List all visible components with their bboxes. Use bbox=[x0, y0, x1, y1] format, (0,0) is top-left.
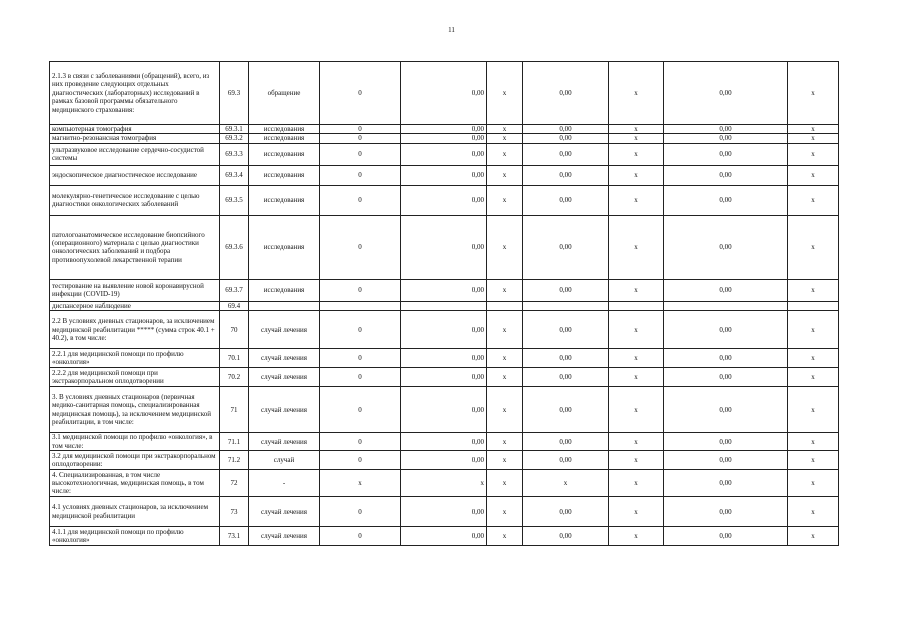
value-cell-6: 0,00 bbox=[664, 387, 788, 433]
table-row bbox=[50, 215, 839, 279]
row-name-cell: 4.1.1 для медицинской помощи по профилю «онкология» bbox=[50, 527, 220, 546]
value-cell-1: 0 bbox=[320, 349, 401, 368]
value-cell-2: 0,00 bbox=[401, 433, 487, 451]
value-cell-6: 0,00 bbox=[664, 165, 788, 185]
value-cell-3: х bbox=[487, 62, 523, 125]
value-cell-3: х bbox=[487, 311, 523, 349]
value-cell-7: х bbox=[788, 125, 839, 134]
value-cell-2: 0,00 bbox=[401, 387, 487, 433]
value-cell-4: 0,00 bbox=[523, 215, 609, 279]
value-cell-3: х bbox=[487, 497, 523, 527]
value-cell-3: х bbox=[487, 125, 523, 134]
table-row bbox=[50, 185, 839, 215]
value-cell-7: х bbox=[788, 62, 839, 125]
value-cell-1: 0 bbox=[320, 215, 401, 279]
value-cell-6: 0,00 bbox=[664, 62, 788, 125]
value-cell-5: х bbox=[609, 165, 664, 185]
table-row bbox=[50, 433, 839, 451]
table-row bbox=[50, 134, 839, 143]
value-cell-7: х bbox=[788, 215, 839, 279]
value-cell-7: х bbox=[788, 311, 839, 349]
row-name-cell: 3.1 медицинской помощи по профилю «онкология», в том числе: bbox=[50, 433, 220, 451]
table-row bbox=[50, 311, 839, 349]
row-name-cell: 4. Специализированная, в том числе высокотехнологичная, медицинская помощь, в том числе: bbox=[50, 470, 220, 497]
value-cell-3: х bbox=[487, 349, 523, 368]
value-cell-1: 0 bbox=[320, 185, 401, 215]
value-cell-3: х bbox=[487, 387, 523, 433]
value-cell-4: х bbox=[523, 470, 609, 497]
table-row bbox=[50, 527, 839, 546]
value-cell-5: х bbox=[609, 215, 664, 279]
value-cell-5: х bbox=[609, 451, 664, 470]
value-cell-1: 0 bbox=[320, 368, 401, 387]
value-cell-4 bbox=[523, 301, 609, 310]
value-cell-4: 0,00 bbox=[523, 62, 609, 125]
value-cell-5: х bbox=[609, 125, 664, 134]
page-number: 11 bbox=[448, 26, 455, 34]
value-cell-3: х bbox=[487, 279, 523, 301]
value-cell-6: 0,00 bbox=[664, 368, 788, 387]
value-cell-6: 0,00 bbox=[664, 134, 788, 143]
value-cell-2: х bbox=[401, 470, 487, 497]
value-cell-2: 0,00 bbox=[401, 349, 487, 368]
row-name-cell: магнитно-резонансная томография bbox=[50, 134, 220, 143]
value-cell-7: х bbox=[788, 387, 839, 433]
row-code-cell: 69.3.4 bbox=[220, 165, 249, 185]
value-cell-7: х bbox=[788, 451, 839, 470]
value-cell-3: х bbox=[487, 527, 523, 546]
row-name-cell: диспансерное наблюдение bbox=[50, 301, 220, 310]
value-cell-6: 0,00 bbox=[664, 125, 788, 134]
value-cell-2: 0,00 bbox=[401, 368, 487, 387]
value-cell-7: х bbox=[788, 470, 839, 497]
row-name-cell: 4.1 условиях дневных стационаров, за исключением медицинской реабилитации bbox=[50, 497, 220, 527]
table-row bbox=[50, 165, 839, 185]
value-cell-2: 0,00 bbox=[401, 527, 487, 546]
value-cell-2: 0,00 bbox=[401, 134, 487, 143]
row-unit-cell: случай лечения bbox=[249, 387, 320, 433]
value-cell-2 bbox=[401, 301, 487, 310]
row-unit-cell: исследования bbox=[249, 143, 320, 165]
value-cell-4: 0,00 bbox=[523, 387, 609, 433]
value-cell-4: 0,00 bbox=[523, 311, 609, 349]
row-code-cell: 69.3.2 bbox=[220, 134, 249, 143]
value-cell-7: х bbox=[788, 349, 839, 368]
row-code-cell: 70.1 bbox=[220, 349, 249, 368]
table-row bbox=[50, 470, 839, 497]
value-cell-7: х bbox=[788, 433, 839, 451]
value-cell-2: 0,00 bbox=[401, 185, 487, 215]
value-cell-5: х bbox=[609, 497, 664, 527]
row-code-cell: 70.2 bbox=[220, 368, 249, 387]
value-cell-1: 0 bbox=[320, 134, 401, 143]
value-cell-3: х bbox=[487, 433, 523, 451]
value-cell-2: 0,00 bbox=[401, 143, 487, 165]
value-cell-5: х bbox=[609, 368, 664, 387]
value-cell-3: х bbox=[487, 165, 523, 185]
row-code-cell: 73 bbox=[220, 497, 249, 527]
table-row bbox=[50, 497, 839, 527]
value-cell-1: 0 bbox=[320, 165, 401, 185]
value-cell-5: х bbox=[609, 527, 664, 546]
value-cell-3: х bbox=[487, 134, 523, 143]
value-cell-5: х bbox=[609, 134, 664, 143]
value-cell-7: х bbox=[788, 497, 839, 527]
row-name-cell: 2.2 В условиях дневных стационаров, за исключением медицинской реабилитации ***** (сумма строк 40.1 + 40.2), в том числе: bbox=[50, 311, 220, 349]
value-cell-4: 0,00 bbox=[523, 433, 609, 451]
value-cell-7 bbox=[788, 301, 839, 310]
value-cell-4: 0,00 bbox=[523, 451, 609, 470]
value-cell-5: х bbox=[609, 185, 664, 215]
value-cell-1: 0 bbox=[320, 125, 401, 134]
value-cell-6 bbox=[664, 301, 788, 310]
value-cell-6: 0,00 bbox=[664, 527, 788, 546]
row-name-cell: компьютерная томография bbox=[50, 125, 220, 134]
row-code-cell: 71 bbox=[220, 387, 249, 433]
value-cell-1: 0 bbox=[320, 62, 401, 125]
value-cell-2: 0,00 bbox=[401, 62, 487, 125]
value-cell-7: х bbox=[788, 368, 839, 387]
value-cell-4: 0,00 bbox=[523, 349, 609, 368]
row-unit-cell: исследования bbox=[249, 165, 320, 185]
value-cell-7: х bbox=[788, 134, 839, 143]
value-cell-3: х bbox=[487, 215, 523, 279]
value-cell-5: х bbox=[609, 279, 664, 301]
value-cell-2: 0,00 bbox=[401, 165, 487, 185]
value-cell-5: х bbox=[609, 433, 664, 451]
value-cell-2: 0,00 bbox=[401, 497, 487, 527]
value-cell-4: 0,00 bbox=[523, 279, 609, 301]
value-cell-4: 0,00 bbox=[523, 497, 609, 527]
value-cell-2: 0,00 bbox=[401, 279, 487, 301]
value-cell-3: х bbox=[487, 143, 523, 165]
value-cell-7: х bbox=[788, 527, 839, 546]
row-name-cell: 2.2.1 для медицинской помощи по профилю «онкология» bbox=[50, 349, 220, 368]
row-name-cell: 3.2 для медицинской помощи при экстракорпоральном оплодотворении: bbox=[50, 451, 220, 470]
row-unit-cell: обращение bbox=[249, 62, 320, 125]
row-name-cell: эндоскопическое диагностическое исследование bbox=[50, 165, 220, 185]
value-cell-4: 0,00 bbox=[523, 165, 609, 185]
table-row bbox=[50, 125, 839, 134]
row-unit-cell: исследования bbox=[249, 125, 320, 134]
value-cell-4: 0,00 bbox=[523, 368, 609, 387]
value-cell-1: 0 bbox=[320, 387, 401, 433]
value-cell-1: х bbox=[320, 470, 401, 497]
row-code-cell: 69.3.5 bbox=[220, 185, 249, 215]
row-code-cell: 73.1 bbox=[220, 527, 249, 546]
row-name-cell: 2.1.3 в связи с заболеваниями (обращений), всего, из них проведение следующих отдельных диагностических (лабораторных) исследований в рамках базовой программы обязательного медицинского страхования: bbox=[50, 62, 220, 125]
value-cell-1: 0 bbox=[320, 311, 401, 349]
row-name-cell: ультразвуковое исследование сердечно-сосудистой системы bbox=[50, 143, 220, 165]
value-cell-6: 0,00 bbox=[664, 311, 788, 349]
value-cell-1: 0 bbox=[320, 497, 401, 527]
value-cell-2: 0,00 bbox=[401, 451, 487, 470]
row-code-cell: 69.3 bbox=[220, 62, 249, 125]
row-unit-cell: исследования bbox=[249, 185, 320, 215]
row-unit-cell: случай лечения bbox=[249, 349, 320, 368]
table-row bbox=[50, 451, 839, 470]
row-unit-cell: исследования bbox=[249, 215, 320, 279]
value-cell-5 bbox=[609, 301, 664, 310]
row-unit-cell: случай лечения bbox=[249, 497, 320, 527]
row-code-cell: 72 bbox=[220, 470, 249, 497]
row-code-cell: 71.2 bbox=[220, 451, 249, 470]
value-cell-7: х bbox=[788, 165, 839, 185]
value-cell-5: х bbox=[609, 387, 664, 433]
data-table bbox=[49, 61, 839, 546]
value-cell-6: 0,00 bbox=[664, 143, 788, 165]
value-cell-6: 0,00 bbox=[664, 279, 788, 301]
value-cell-1: 0 bbox=[320, 143, 401, 165]
table-row bbox=[50, 279, 839, 301]
value-cell-1: 0 bbox=[320, 527, 401, 546]
value-cell-6: 0,00 bbox=[664, 451, 788, 470]
value-cell-4: 0,00 bbox=[523, 527, 609, 546]
row-unit-cell bbox=[249, 301, 320, 310]
value-cell-1: 0 bbox=[320, 433, 401, 451]
table-row bbox=[50, 387, 839, 433]
value-cell-6: 0,00 bbox=[664, 215, 788, 279]
row-unit-cell: случай лечения bbox=[249, 433, 320, 451]
value-cell-1 bbox=[320, 301, 401, 310]
row-code-cell: 69.3.1 bbox=[220, 125, 249, 134]
row-name-cell: 3. В условиях дневных стационаров (первичная медико-санитарная помощь, специализированная медицинская помощь), за исключением медицинской реабилитации, в том числе: bbox=[50, 387, 220, 433]
value-cell-3: х bbox=[487, 368, 523, 387]
value-cell-1: 0 bbox=[320, 451, 401, 470]
value-cell-4: 0,00 bbox=[523, 134, 609, 143]
row-unit-cell: случай лечения bbox=[249, 311, 320, 349]
value-cell-5: х bbox=[609, 143, 664, 165]
value-cell-6: 0,00 bbox=[664, 470, 788, 497]
value-cell-4: 0,00 bbox=[523, 143, 609, 165]
row-unit-cell: - bbox=[249, 470, 320, 497]
row-code-cell: 69.3.3 bbox=[220, 143, 249, 165]
row-name-cell: тестирование на выявление новой коронавирусной инфекции (COVID-19) bbox=[50, 279, 220, 301]
row-name-cell: 2.2.2 для медицинской помощи при экстракорпоральном оплодотворении bbox=[50, 368, 220, 387]
value-cell-2: 0,00 bbox=[401, 125, 487, 134]
value-cell-5: х bbox=[609, 311, 664, 349]
table-row bbox=[50, 143, 839, 165]
value-cell-6: 0,00 bbox=[664, 433, 788, 451]
table-row bbox=[50, 349, 839, 368]
table-body bbox=[50, 62, 839, 546]
table-row bbox=[50, 301, 839, 310]
value-cell-7: х bbox=[788, 143, 839, 165]
row-code-cell: 69.3.7 bbox=[220, 279, 249, 301]
row-name-cell: патологоанатомическое исследование биопсийного (операционного) материала с целью диагностики онкологических заболеваний и подбора противоопухолевой лекарственной терапии bbox=[50, 215, 220, 279]
value-cell-1: 0 bbox=[320, 279, 401, 301]
value-cell-5: х bbox=[609, 62, 664, 125]
row-unit-cell: исследования bbox=[249, 134, 320, 143]
value-cell-6: 0,00 bbox=[664, 497, 788, 527]
row-code-cell: 69.3.6 bbox=[220, 215, 249, 279]
table-row bbox=[50, 62, 839, 125]
value-cell-7: х bbox=[788, 279, 839, 301]
row-code-cell: 70 bbox=[220, 311, 249, 349]
row-code-cell: 71.1 bbox=[220, 433, 249, 451]
value-cell-5: х bbox=[609, 349, 664, 368]
table-row bbox=[50, 368, 839, 387]
row-name-cell: молекулярно-генетическое исследование с целью диагностики онкологических заболеваний bbox=[50, 185, 220, 215]
value-cell-3: х bbox=[487, 185, 523, 215]
value-cell-3 bbox=[487, 301, 523, 310]
value-cell-3: х bbox=[487, 451, 523, 470]
value-cell-7: х bbox=[788, 185, 839, 215]
value-cell-4: 0,00 bbox=[523, 185, 609, 215]
value-cell-5: х bbox=[609, 470, 664, 497]
row-unit-cell: случай bbox=[249, 451, 320, 470]
value-cell-4: 0,00 bbox=[523, 125, 609, 134]
value-cell-2: 0,00 bbox=[401, 311, 487, 349]
value-cell-6: 0,00 bbox=[664, 349, 788, 368]
row-unit-cell: случай лечения bbox=[249, 368, 320, 387]
row-unit-cell: исследования bbox=[249, 279, 320, 301]
value-cell-2: 0,00 bbox=[401, 215, 487, 279]
value-cell-6: 0,00 bbox=[664, 185, 788, 215]
row-code-cell: 69.4 bbox=[220, 301, 249, 310]
value-cell-3: х bbox=[487, 470, 523, 497]
row-unit-cell: случай лечения bbox=[249, 527, 320, 546]
